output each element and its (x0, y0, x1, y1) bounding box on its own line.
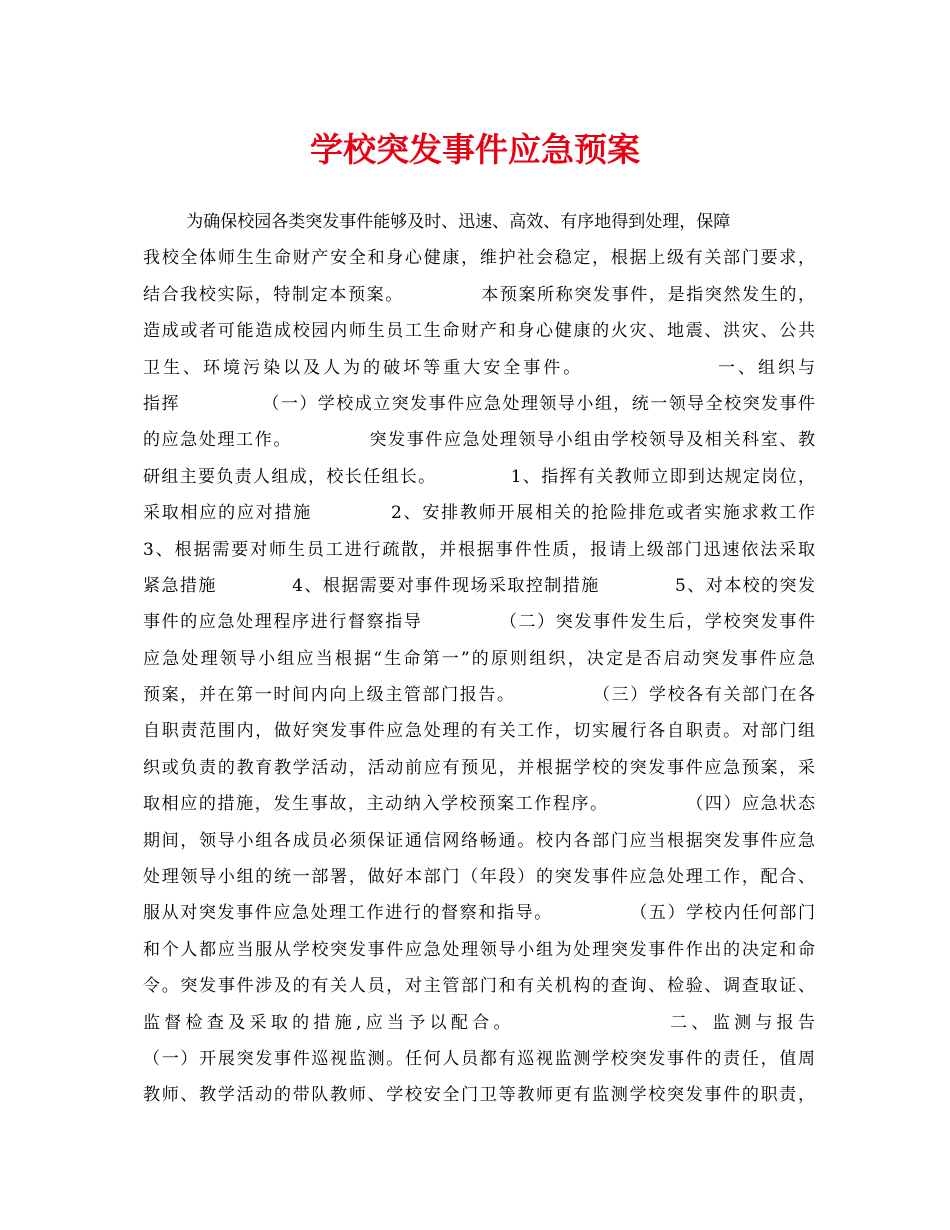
body-line-14: 预案，并在第一时间内向上级主管部门报告。 （三）学校各有关部门在各 (143, 685, 815, 706)
body-line-21: 和个人都应当服从学校突发事件应急处理领导小组为处理突发事件作出的决定和命 (143, 939, 815, 960)
body-line-15: 自职责范围内，做好突发事件应急处理的有关工作，切实履行各自职责。对部门组 (143, 721, 815, 742)
body-line-3: 结合我校实际，特制定本预案。 本预案所称突发事件，是指突然发生的， (143, 284, 815, 305)
body-line-7: 的应急处理工作。 突发事件应急处理领导小组由学校领导及相关科室、教 (143, 430, 815, 451)
body-line-19: 处理领导小组的统一部署，做好本部门（年段）的突发事件应急处理工作，配合、 (143, 867, 815, 888)
body-line-10: 3、根据需要对师生员工进行疏散，并根据事件性质，报请上级部门迅速依法采取 (143, 539, 815, 560)
body-line-4: 造成或者可能造成校园内师生员工生命财产和身心健康的火灾、地震、洪灾、公共 (143, 321, 815, 342)
body-line-25: 教师、教学活动的带队教师、学校安全门卫等教师更有监测学校突发事件的职责， (143, 1085, 815, 1106)
body-line-13: 应急处理领导小组应当根据“生命第一”的原则组织，决定是否启动突发事件应急 (143, 648, 815, 669)
body-line-1: 为确保校园各类突发事件能够及时、迅速、高效、有序地得到处理，保障 (143, 212, 731, 232)
body-line-12: 事件的应急处理程序进行督察指导 （二）突发事件发生后，学校突发事件 (143, 612, 815, 633)
body-line-18: 期间，领导小组各成员必须保证通信网络畅通。校内各部门应当根据突发事件应急 (143, 830, 815, 851)
body-line-16: 织或负责的教育教学活动，活动前应有预见，并根据学校的突发事件应急预案，采 (143, 757, 815, 778)
body-line-2: 我校全体师生生命财产安全和身心健康，维护社会稳定，根据上级有关部门要求， (143, 248, 815, 269)
body-line-17: 取相应的措施，发生事故，主动纳入学校预案工作程序。 （四）应急状态 (143, 794, 815, 815)
body-line-22: 令。突发事件涉及的有关人员，对主管部门和有关机构的查询、检验、调查取证、 (143, 976, 815, 997)
body-line-6: 指挥 （一）学校成立突发事件应急处理领导小组，统一领导全校突发事件 (143, 393, 815, 414)
body-line-20: 服从对突发事件应急处理工作进行的督察和指导。 （五）学校内任何部门 (143, 903, 815, 924)
document-title: 学校突发事件应急预案 (310, 130, 640, 169)
document-body (143, 204, 815, 1114)
body-line-24: （一）开展突发事件巡视监测。任何人员都有巡视监测学校突发事件的责任，值周 (143, 1048, 815, 1069)
body-line-5: 卫生、环境污染以及人为的破坏等重大安全事件。 一、组织与 (143, 357, 815, 378)
body-line-11: 紧急措施 4、根据需要对事件现场采取控制措施 5、对本校的突发 (143, 575, 815, 596)
body-line-9: 采取相应的应对措施 2、安排教师开展相关的抢险排危或者实施求救工作 (143, 503, 815, 524)
body-line-8: 研组主要负责人组成，校长任组长。 1、指挥有关教师立即到达规定岗位， (143, 466, 815, 487)
body-line-23: 监督检查及采取的措施,应当予以配合。 二、监测与报告 (143, 1012, 815, 1033)
